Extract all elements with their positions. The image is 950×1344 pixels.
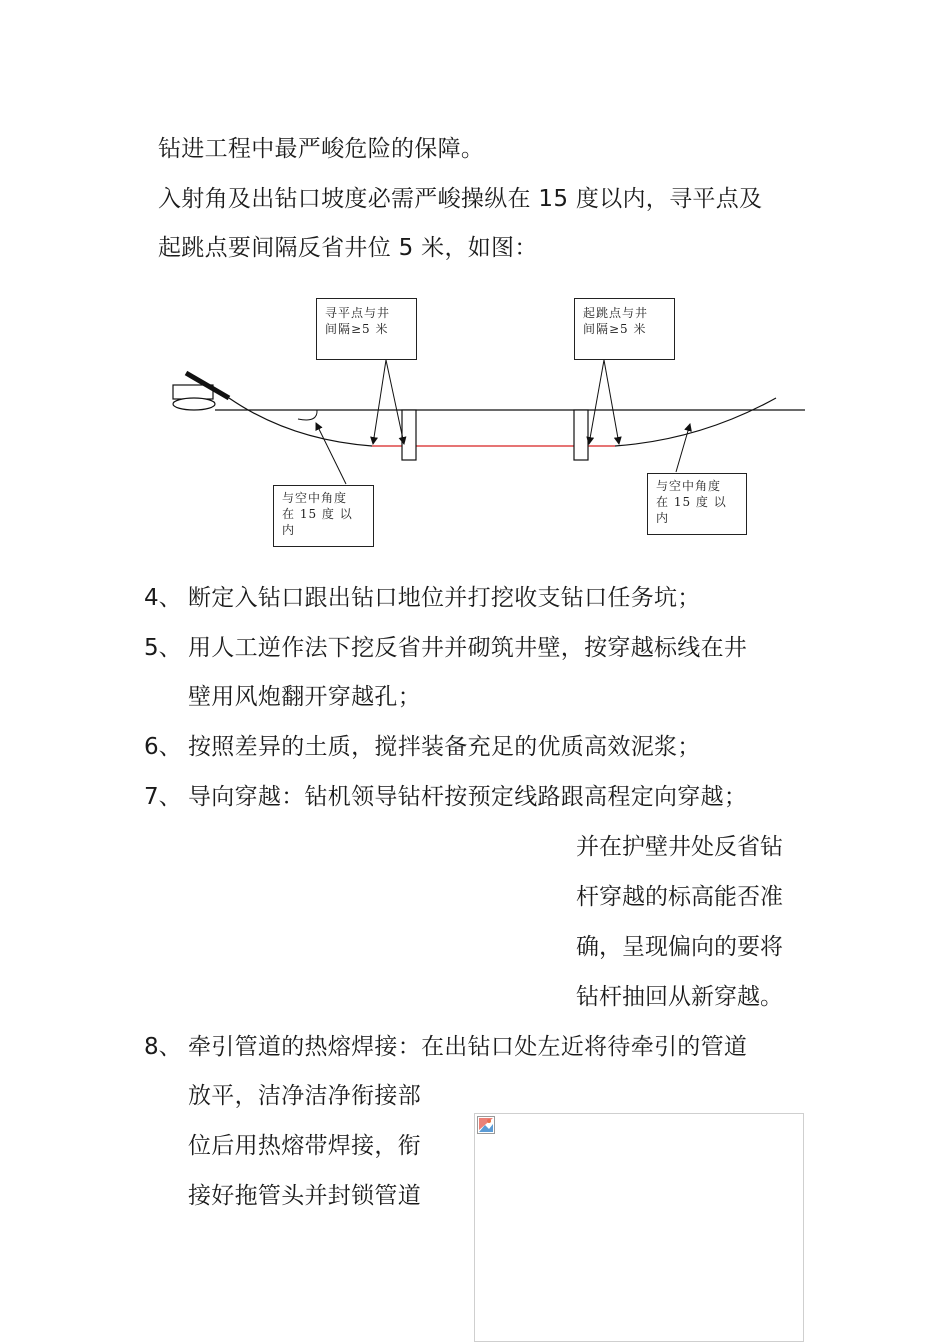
step7-continuation-line: 并在护壁井处反省钻 [576, 834, 783, 860]
check-well-left [402, 410, 416, 460]
step-number: 8、 [144, 1034, 182, 1060]
label-box-entry-angle [273, 485, 374, 547]
label-text: 起跳点与井 [583, 306, 649, 320]
label-text: 内 [656, 511, 670, 525]
bore-entry-curve [229, 398, 372, 446]
paragraph-line: 钻进工程中最严峻危险的保障。 [158, 136, 485, 162]
broken-image-icon [477, 1116, 495, 1134]
step-text: 按照差异的土质，搅拌装备充足的优质高效泥浆； [188, 734, 701, 760]
step-text: 断定入钻口跟出钻口地位并打挖收支钻口任务坑； [188, 585, 701, 611]
arrow-to-entry-angle [316, 423, 346, 484]
step-text: 导向穿越：钻机领导钻杆按预定线路跟高程定向穿越； [188, 784, 748, 810]
arrow-to-exit-angle [676, 424, 690, 472]
label-text: 寻平点与井 [325, 306, 391, 320]
image-placeholder [474, 1113, 804, 1342]
step-text: 接好拖管头并封锁管道 [188, 1183, 421, 1209]
arrow-to-level-point [373, 360, 386, 444]
entry-angle-arc [298, 410, 317, 420]
paragraph-line: 起跳点要间隔反省井位 5 米，如图： [158, 235, 538, 261]
step-number: 4、 [144, 585, 182, 611]
step-number: 6、 [144, 734, 182, 760]
label-text: 间隔≥5 米 [583, 322, 647, 336]
step-text: 放平，洁净洁净衔接部 [188, 1083, 421, 1109]
step7-continuation-line: 钻杆抽回从新穿越。 [576, 984, 783, 1010]
arrow-to-right-well [589, 360, 604, 444]
label-text: 内 [282, 523, 296, 537]
label-text: 在 15 度 以 [282, 507, 353, 521]
arrow-to-left-well [386, 360, 404, 444]
label-text: 间隔≥5 米 [325, 322, 389, 336]
drill-rig-base [173, 398, 215, 410]
label-text: 与空中角度 [656, 479, 722, 493]
step-text: 牵引管道的热熔焊接：在出钻口处左近将待牵引的管道 [188, 1034, 748, 1060]
label-box-exit-angle [647, 473, 747, 535]
step-text: 位后用热熔带焊接，衔 [188, 1133, 421, 1159]
arrow-to-jump-point [604, 360, 619, 444]
step7-continuation-line: 确，呈现偏向的要将 [576, 934, 783, 960]
paragraph-line: 入射角及出钻口坡度必需严峻操纵在 15 度以内，寻平点及 [158, 186, 763, 212]
label-box-jump-point [574, 298, 675, 360]
step-number: 7、 [144, 784, 182, 810]
step-text: 用人工逆作法下挖反省井并砌筑井壁，按穿越标线在井 [188, 635, 748, 661]
step7-continuation-line: 杆穿越的标高能否准 [576, 884, 783, 910]
label-text: 在 15 度 以 [656, 495, 727, 509]
label-box-level-point [316, 298, 417, 360]
check-well-right [574, 410, 588, 460]
step-number: 5、 [144, 635, 182, 661]
drilling-diagram [0, 290, 950, 560]
drilling-diagram-drawing [0, 290, 950, 560]
bore-exit-curve [615, 398, 776, 446]
step-text: 壁用风炮翻开穿越孔； [188, 684, 421, 710]
label-text: 与空中角度 [282, 491, 348, 505]
